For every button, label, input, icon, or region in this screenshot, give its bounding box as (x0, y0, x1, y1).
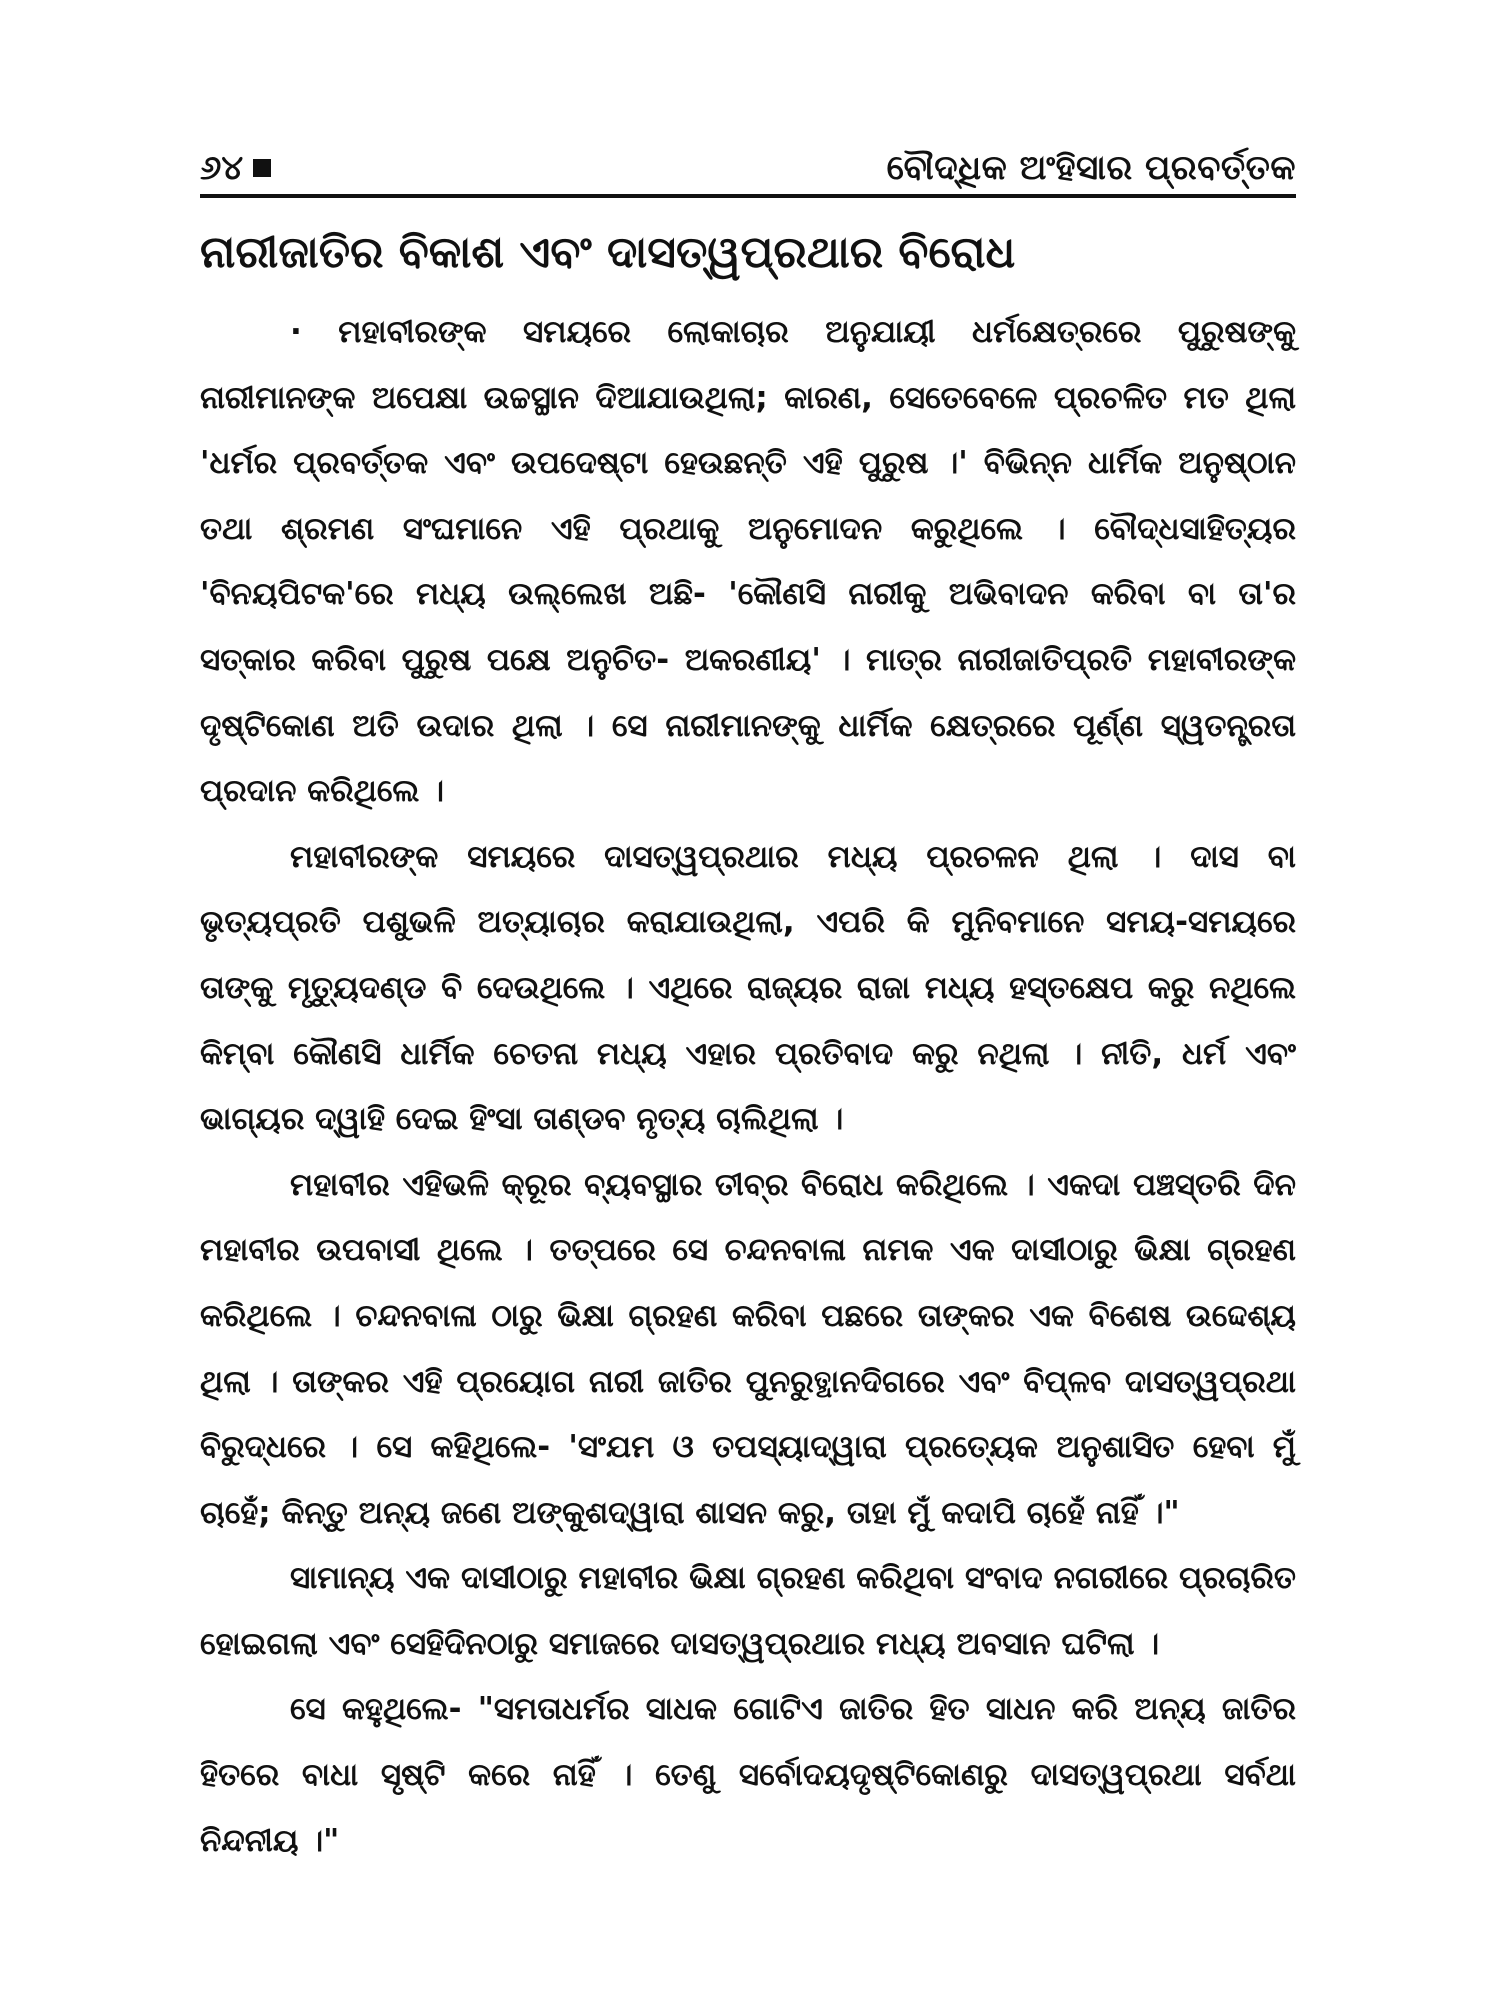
paragraph-5: ସେ କହୁଥିଲେ- "ସମତାଧର୍ମର ସାଧକ ଗୋଟିଏ ଜାତିର ହିତ ସାଧନ କରି ଅନ୍ୟ ଜାତିର ହିତରେ ବାଧା ସୃଷ୍ଟି କରେ ନାହିଁ । ତେଣୁ ସର୍ବୋଦୟଦୃଷ୍ଟିକୋଣରୁ ଦାସତ୍ୱପ୍ରଥା ସର୍ବଥା ନିନ୍ଦନୀୟ ।" (200, 1691, 1296, 1859)
paragraph-2: ମହାବୀରଙ୍କ ସମୟରେ ଦାସତ୍ୱପ୍ରଥାର ମଧ୍ୟ ପ୍ରଚଳନ ଥିଲା । ଦାସ ବା ଭୃତ୍ୟପ୍ରତି ପଶୁଭଳି ଅତ୍ୟାଚାର କରାଯାଉଥିଲା, ଏପରି କି ମୁନିବମାନେ ସମୟ-ସମୟରେ ତାଙ୍କୁ ମୃତ୍ୟୁଦଣ୍ଡ ବି ଦେଉଥିଲେ । ଏଥିରେ ରାଜ୍ୟର ରାଜା ମଧ୍ୟ ହସ୍ତକ୍ଷେପ କରୁ ନଥିଲେ କିମ୍ବା କୌଣସି ଧାର୍ମିକ ଚେତନା ମଧ୍ୟ ଏହାର ପ୍ରତିବାଦ କରୁ ନଥିଲା । ନୀତି, ଧର୍ମ ଏବଂ ଭାଗ୍ୟର ଦ୍ୱାହି ଦେଇ ହିଂସା ତାଣ୍ଡବ ନୃତ୍ୟ ଚାଲିଥିଲା । (200, 838, 1296, 1138)
paragraph-4: ସାମାନ୍ୟ ଏକ ଦାସୀଠାରୁ ମହାବୀର ଭିକ୍ଷା ଗ୍ରହଣ କରିଥିବା ସଂବାଦ ନଗରୀରେ ପ୍ରଚାରିତ ହୋଇଗଲା ଏବଂ ସେହିଦିନଠାରୁ ସମାଜରେ ଦାସତ୍ୱପ୍ରଥାର ମଧ୍ୟ ଅବସାନ ଘଟିଲା । (200, 1560, 1296, 1662)
page-number-text: ୬୪ (200, 148, 244, 188)
page-number (200, 148, 271, 188)
running-header (200, 128, 1296, 188)
paragraph-1: · ମହାବୀରଙ୍କ ସମୟରେ ଲୋକାଚାର ଅନୁଯାୟୀ ଧର୍ମକ୍ଷେତ୍ରରେ ପୁରୁଷଙ୍କୁ ନାରୀମାନଙ୍କ ଅପେକ୍ଷା ଉଚ୍ଚସ୍ଥାନ ଦିଆଯାଉଥିଲା; କାରଣ, ସେତେବେଳେ ପ୍ରଚଳିତ ମତ ଥିଲା 'ଧର୍ମର ପ୍ରବର୍ତ୍ତକ ଏବଂ ଉପଦେଷ୍ଟା ହେଉଛନ୍ତି ଏହି ପୁରୁଷ ।' ବିଭିନ୍ନ ଧାର୍ମିକ ଅନୁଷ୍ଠାନ ତଥା ଶ୍ରମଣ ସଂଘମାନେ ଏହି ପ୍ରଥାକୁ ଅନୁମୋଦନ କରୁଥିଲେ । ବୌଦ୍ଧସାହିତ୍ୟର 'ବିନୟପିଟକ'ରେ ମଧ୍ୟ ଉଲ୍ଲେଖ ଅଛି- 'କୌଣସି ନାରୀକୁ ଅଭିବାଦନ କରିବା ବା ତା'ର ସତ୍କାର କରିବା ପୁରୁଷ ପକ୍ଷେ ଅନୁଚିତ- ଅକରଣୀୟ' । ମାତ୍ର ନାରୀଜାତିପ୍ରତି ମହାବୀରଙ୍କ ଦୃଷ୍ଟିକୋଣ ଅତି ଉଦାର ଥିଲା । ସେ ନାରୀମାନଙ୍କୁ ଧାର୍ମିକ କ୍ଷେତ୍ରରେ ପୂର୍ଣ୍ଣ ସ୍ୱତନ୍ତ୍ରତା ପ୍ରଦାନ କରିଥିଲେ । (200, 314, 1296, 810)
square-bullet-icon (253, 159, 271, 177)
book-title: ବୌଦ୍ଧିକ ଅଂହିସାର ପ୍ରବର୍ତ୍ତକ (886, 148, 1296, 188)
paragraph-3: ମହାବୀର ଏହିଭଳି କ୍ରୂର ବ୍ୟବସ୍ଥାର ତୀବ୍ର ବିରୋଧ କରିଥିଲେ । ଏକଦା ପଞ୍ଚସ୍ତରି ଦିନ ମହାବୀର ଉପବାସୀ ଥିଲେ । ତତ୍ପରେ ସେ ଚନ୍ଦନବାଳା ନାମକ ଏକ ଦାସୀଠାରୁ ଭିକ୍ଷା ଗ୍ରହଣ କରିଥିଲେ । ଚନ୍ଦନବାଳା ଠାରୁ ଭିକ୍ଷା ଗ୍ରହଣ କରିବା ପଛରେ ତାଙ୍କର ଏକ ବିଶେଷ ଉଦ୍ଦେଶ୍ୟ ଥିଲା । ତାଙ୍କର ଏହି ପ୍ରୟୋଗ ନାରୀ ଜାତିର ପୁନରୁତ୍ଥାନଦିଗରେ ଏବଂ ବିପ୍ଳବ ଦାସତ୍ୱପ୍ରଥା ବିରୁଦ୍ଧରେ । ସେ କହିଥିଲେ- 'ସଂଯମ ଓ ତପସ୍ୟାଦ୍ୱାରା ପ୍ରତ୍ୟେକ ଅନୁଶାସିତ ହେବା ମୁଁ ଚାହେଁ; କିନ୍ତୁ ଅନ୍ୟ ଜଣେ ଅଙ୍କୁଶଦ୍ୱାରା ଶାସନ କରୁ, ତାହା ମୁଁ କଦାପି ଚାହେଁ ନାହିଁ ।" (200, 1166, 1296, 1531)
chapter-title: ନାରୀଜାତିର ବିକାଶ ଏବଂ ଦାସତ୍ୱପ୍ରଥାର ବିରୋଧ (200, 227, 1016, 278)
header-rule (200, 194, 1296, 198)
body-text (200, 300, 1296, 1874)
